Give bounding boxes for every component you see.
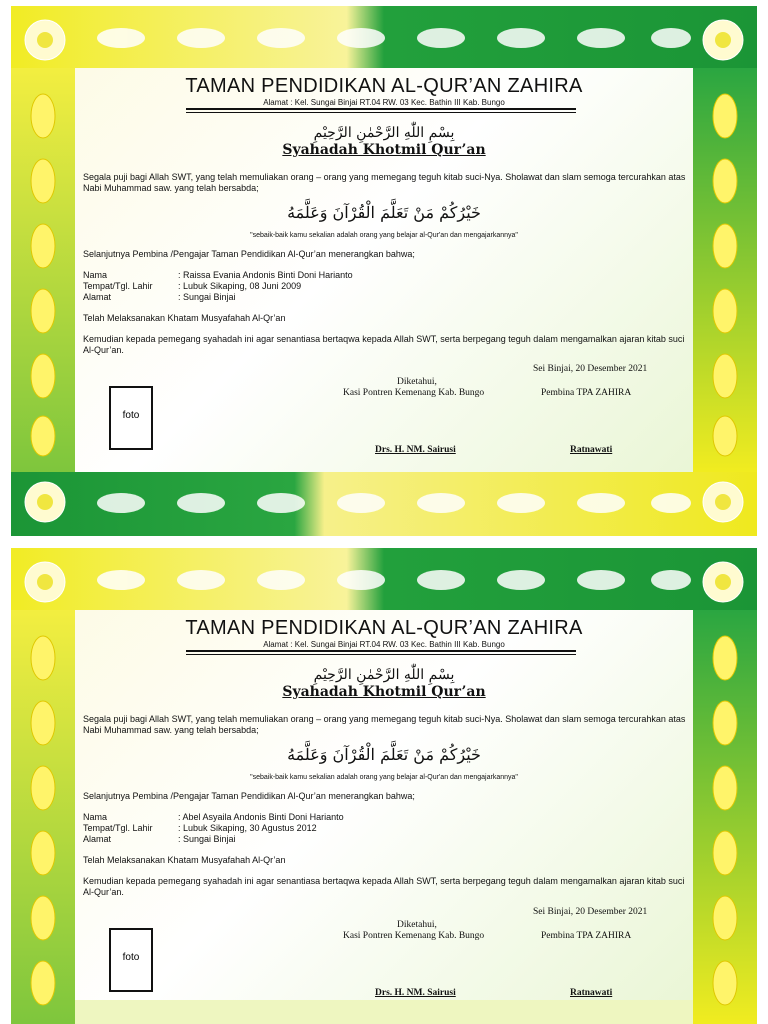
photo-box xyxy=(109,928,153,992)
basmalah: بِسْمِ اللّٰهِ الرَّحْمٰنِ الرَّحِيْمِ xyxy=(313,667,455,683)
field-value-birth: : Lubuk Sikaping, 30 Agustus 2012 xyxy=(178,823,317,833)
field-value-name: : Raissa Evania Andonis Binti Doni Harianto xyxy=(178,270,353,280)
field-label-birth: Tempat/Tgl. Lahir xyxy=(83,281,153,291)
field-value-birth: : Lubuk Sikaping, 08 Juni 2009 xyxy=(178,281,302,291)
signer1-name: Drs. H. NM. Sairusi xyxy=(375,988,456,998)
school-address: Alamat : Kel. Sungai Binjai RT.04 RW. 03 Kec. Bathin III Kab. Bungo xyxy=(263,98,505,107)
basmalah: بِسْمِ اللّٰهِ الرَّحْمٰنِ الرَّحِيْمِ xyxy=(313,125,455,141)
signer2-title: Pembina TPA ZAHIRA xyxy=(541,388,632,398)
statement-text: Selanjutnya Pembina /Pengajar Taman Pendidikan Al-Qur’an menerangkan bahwa; xyxy=(83,791,415,801)
statement-text: Selanjutnya Pembina /Pengajar Taman Pendidikan Al-Qur’an menerangkan bahwa; xyxy=(83,249,415,259)
field-label-name: Nama xyxy=(83,812,108,822)
header-rule-thin xyxy=(186,112,576,113)
school-address: Alamat : Kel. Sungai Binjai RT.04 RW. 03 Kec. Bathin III Kab. Bungo xyxy=(263,640,505,649)
school-title: TAMAN PENDIDIKAN AL-QUR’AN ZAHIRA xyxy=(185,75,583,97)
certificate-heading: Syahadah Khotmil Qur’an xyxy=(282,684,486,700)
field-label-address: Alamat xyxy=(83,292,112,302)
certificate-1 xyxy=(11,6,757,536)
signer1-title: Kasi Pontren Kemenang Kab. Bungo xyxy=(343,388,485,398)
intro-paragraph: Segala puji bagi Allah SWT, yang telah memuliakan orang – orang yang memegang teguh kitab suci-Nya. Sholawat dan slam semoga tercurahkan atas Nabi Muhammad saw. yang telah bersabda; xyxy=(83,172,686,193)
signer2-name: Ratnawati xyxy=(570,988,613,998)
certificate-2 xyxy=(11,548,757,1024)
place-date: Sei Binjai, 20 Desember 2021 xyxy=(533,364,648,374)
intro-paragraph: Segala puji bagi Allah SWT, yang telah memuliakan orang – orang yang memegang teguh kitab suci-Nya. Sholawat dan slam semoga tercurahkan atas Nabi Muhammad saw. yang telah bersabda; xyxy=(83,714,686,735)
certificate-heading: Syahadah Khotmil Qur’an xyxy=(282,142,486,158)
school-title: TAMAN PENDIDIKAN AL-QUR’AN ZAHIRA xyxy=(185,617,583,639)
photo-box xyxy=(109,386,153,450)
place-date: Sei Binjai, 20 Desember 2021 xyxy=(533,907,648,917)
signer2-title: Pembina TPA ZAHIRA xyxy=(541,931,632,941)
hadith-translation: "sebaik-baik kamu sekalian adalah orang yang belajar al-Qur'an dan mengajarkannya" xyxy=(250,774,518,781)
header-rule xyxy=(186,650,576,652)
field-value-address: : Sungai Binjai xyxy=(178,292,236,302)
completion-text: Telah Melaksanakan Khatam Musyafahah Al-Qr’an xyxy=(83,313,286,323)
photo-label: foto xyxy=(122,410,140,421)
field-label-name: Nama xyxy=(83,270,108,280)
signer1-title: Kasi Pontren Kemenang Kab. Bungo xyxy=(343,931,485,941)
signer2-name: Ratnawati xyxy=(570,445,613,455)
closing-paragraph: Kemudian kepada pemegang syahadah ini agar senantiasa bertaqwa kepada Allah SWT, serta berpegang teguh dalam mengamalkan ajaran kitab suci Al-Qur’an. xyxy=(83,334,685,355)
signer1-name: Drs. H. NM. Sairusi xyxy=(375,445,456,455)
field-value-name: : Abel Asyaila Andonis Binti Doni Harianto xyxy=(178,812,344,822)
hadith-translation: "sebaik-baik kamu sekalian adalah orang yang belajar al-Qur'an dan mengajarkannya" xyxy=(250,232,518,239)
hadith-arabic: خَيْرُكُمْ مَنْ تَعَلَّمَ الْقُرْآنَ وَعَلَّمَهُ xyxy=(287,203,481,222)
header-rule xyxy=(186,108,576,110)
field-value-address: : Sungai Binjai xyxy=(178,834,236,844)
hadith-arabic: خَيْرُكُمْ مَنْ تَعَلَّمَ الْقُرْآنَ وَعَلَّمَهُ xyxy=(287,745,481,764)
completion-text: Telah Melaksanakan Khatam Musyafahah Al-Qr’an xyxy=(83,855,286,865)
header-rule-thin xyxy=(186,654,576,655)
photo-label: foto xyxy=(122,952,140,963)
known-by: Diketahui, xyxy=(397,920,437,930)
field-label-address: Alamat xyxy=(83,834,112,844)
field-label-birth: Tempat/Tgl. Lahir xyxy=(83,823,153,833)
closing-paragraph: Kemudian kepada pemegang syahadah ini agar senantiasa bertaqwa kepada Allah SWT, serta berpegang teguh dalam mengamalkan ajaran kitab suci Al-Qur’an. xyxy=(83,876,685,897)
known-by: Diketahui, xyxy=(397,377,437,387)
